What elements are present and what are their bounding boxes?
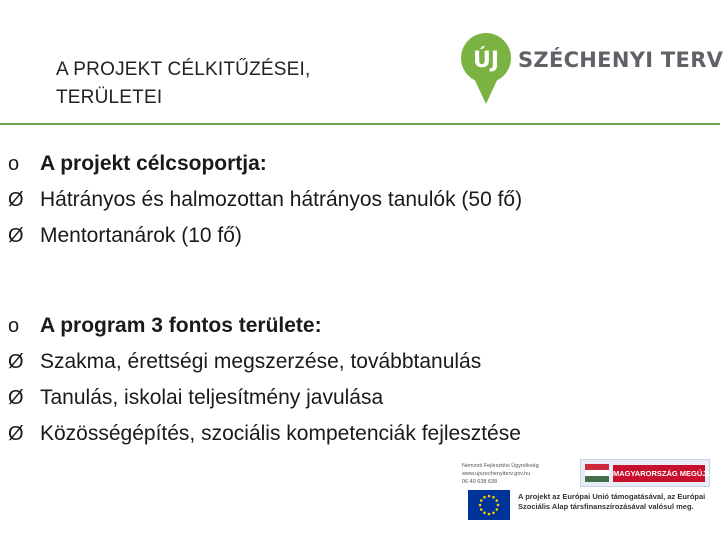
list-item — [8, 218, 522, 254]
section-heading — [8, 308, 521, 344]
agency-name: Nemzeti Fejlesztési Ügynökség — [462, 463, 539, 469]
agency-url: www.ujszechenyiterv.gov.hu — [462, 471, 531, 477]
eu-star-icon — [488, 513, 491, 516]
list-item-text: Mentortanárok (10 fő) — [40, 224, 242, 247]
uj-szechenyi-terv-logo — [460, 28, 723, 110]
list-item — [8, 416, 521, 452]
eu-star-icon — [480, 499, 483, 502]
section-heading — [8, 146, 522, 182]
list-item-text: Szakma, érettségi megszerzése, továbbtanulás — [40, 350, 482, 373]
agency-phone: 06 40 638 638 — [462, 479, 498, 485]
arrow-bullet-icon: Ø — [8, 189, 24, 211]
section-heading-text: A projekt célcsoportja: — [40, 152, 267, 175]
logo-badge: ÚJ — [472, 48, 500, 73]
map-pin-icon — [460, 28, 512, 110]
eu-star-icon — [495, 499, 498, 502]
eu-star-icon — [479, 504, 482, 507]
banner-text: MAGYARORSZÁG MEGÚJUL — [613, 465, 705, 482]
eu-star-icon — [492, 511, 495, 514]
header-divider — [0, 123, 720, 125]
eu-star-icon — [495, 508, 498, 511]
eu-star-icon — [480, 508, 483, 511]
eu-funding-notice: A projekt az Európai Unió támogatásával, az Európai Szociális Alap társfinanszírozásával valósul meg. — [518, 492, 706, 511]
logo-wordmark: SZÉCHENYI TERV — [518, 48, 723, 72]
circle-bullet-icon: o — [8, 315, 20, 337]
arrow-bullet-icon: Ø — [8, 351, 24, 373]
circle-bullet-icon: o — [8, 153, 20, 175]
arrow-bullet-icon: Ø — [8, 423, 24, 445]
list-item — [8, 344, 521, 380]
title-line-2: TERÜLETEI — [56, 87, 163, 108]
eu-star-icon — [483, 496, 486, 499]
agency-info — [462, 462, 582, 486]
list-item-text: Tanulás, iskolai teljesítmény javulása — [40, 386, 384, 409]
arrow-bullet-icon: Ø — [8, 387, 24, 409]
hungarian-flag-icon — [585, 464, 609, 482]
hungary-banner — [580, 459, 717, 487]
arrow-bullet-icon: Ø — [8, 225, 24, 247]
slide-title — [56, 56, 416, 112]
eu-flag-icon — [468, 490, 510, 520]
list-item — [8, 182, 522, 218]
section-heading-text: A program 3 fontos területe: — [40, 314, 322, 337]
program-areas-section — [8, 308, 521, 452]
list-item-text: Hátrányos és halmozottan hátrányos tanulók (50 fő) — [40, 188, 523, 211]
list-item — [8, 380, 521, 416]
eu-star-icon — [488, 495, 491, 498]
eu-star-icon — [497, 504, 500, 507]
target-group-section — [8, 146, 522, 254]
title-line-1: A PROJEKT CÉLKITŰZÉSEI, — [56, 59, 311, 80]
eu-star-icon — [483, 511, 486, 514]
list-item-text: Közösségépítés, szociális kompetenciák fejlesztése — [40, 422, 521, 445]
eu-star-icon — [492, 496, 495, 499]
